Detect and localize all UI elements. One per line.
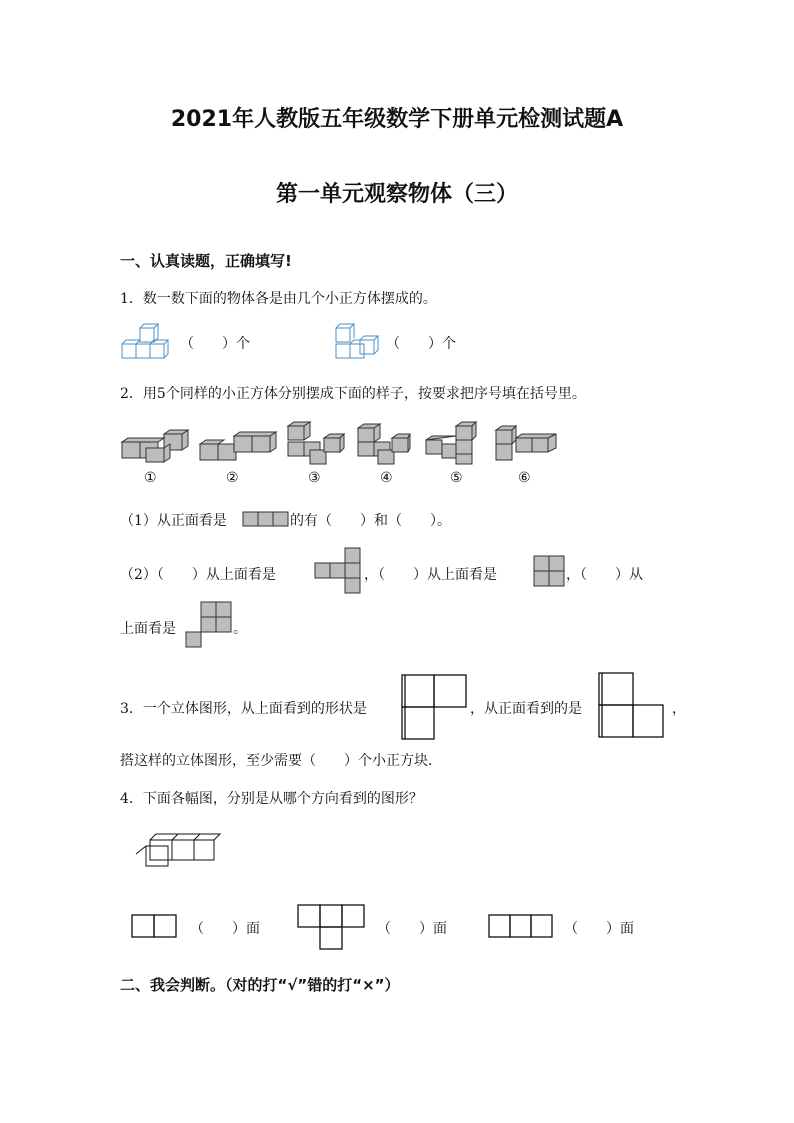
page-title: 2021年人教版五年级数学下册单元检测试题A <box>170 107 624 132</box>
q1-text: 1．数一数下面的物体各是由几个小正方体摆成的。 <box>120 291 437 307</box>
q2-figure-1 <box>120 428 190 464</box>
q2-label-3: ③ <box>308 470 321 486</box>
q2-part1-suffix[interactable]: 的有（ ）和（ ）。 <box>290 513 451 529</box>
q1-figure-b <box>332 322 384 364</box>
q2-part2-prefix[interactable]: （2）（ ）从上面看是 <box>120 567 276 583</box>
q2-label-2: ② <box>226 470 239 486</box>
q4-solid-figure <box>136 830 218 868</box>
q2-figure-2 <box>198 428 276 464</box>
q3-front-view <box>598 672 666 738</box>
q3-top-view <box>401 674 469 740</box>
q2-top-view-shape-b <box>533 555 565 587</box>
q3-text-c: ， <box>672 701 686 717</box>
q1-blank-a[interactable]: （ ）个 <box>180 336 250 352</box>
q2-part2-period: 。 <box>233 621 247 637</box>
page-subtitle: 第一单元观察物体（三） <box>275 182 518 207</box>
q2-part2-end[interactable]: ，（ ）从 <box>566 567 643 583</box>
q2-text: 2．用5个同样的小正方体分别摆成下面的样子，按要求把序号填在括号里。 <box>120 386 586 402</box>
q3-text-d[interactable]: 搭这样的立体图形，至少需要（ ）个小正方块. <box>120 753 433 769</box>
q3-text-a: 3．一个立体图形，从上面看到的形状是 <box>120 701 367 717</box>
section1-heading: 一、认真读题，正确填写! <box>120 252 292 270</box>
q2-part2-line2: 上面看是 <box>120 621 176 637</box>
q2-top-view-shape-a <box>314 547 362 595</box>
section2-heading: 二、我会判断。（对的打“√”错的打“×”） <box>120 976 400 994</box>
q4-view-b <box>297 904 365 950</box>
q2-figure-3 <box>284 420 346 466</box>
q2-label-1: ① <box>144 470 157 486</box>
q2-figure-6 <box>494 424 562 464</box>
q4-text: 4．下面各幅图，分别是从哪个方向看到的图形？ <box>120 791 423 807</box>
q2-front-view-shape <box>242 511 290 527</box>
q2-part2-middle[interactable]: ，（ ）从上面看是 <box>364 567 497 583</box>
q4-view-a <box>131 914 177 938</box>
q2-label-5: ⑤ <box>450 470 463 486</box>
q1-figure-a <box>118 322 178 364</box>
q3-text-b: ，从正面看到的是 <box>470 701 582 717</box>
q2-label-4: ④ <box>380 470 393 486</box>
q2-part1-prefix: （1）从正面看是 <box>120 513 227 529</box>
q2-figure-4 <box>356 420 412 466</box>
q4-blank-b[interactable]: （ ）面 <box>377 921 447 937</box>
q1-blank-b[interactable]: （ ）个 <box>386 336 456 352</box>
q2-label-6: ⑥ <box>518 470 531 486</box>
q2-top-view-shape-c <box>185 601 233 649</box>
q4-blank-c[interactable]: （ ）面 <box>564 921 634 937</box>
q2-figure-5 <box>424 420 480 466</box>
q4-blank-a[interactable]: （ ）面 <box>190 921 260 937</box>
q4-view-c <box>488 914 554 938</box>
